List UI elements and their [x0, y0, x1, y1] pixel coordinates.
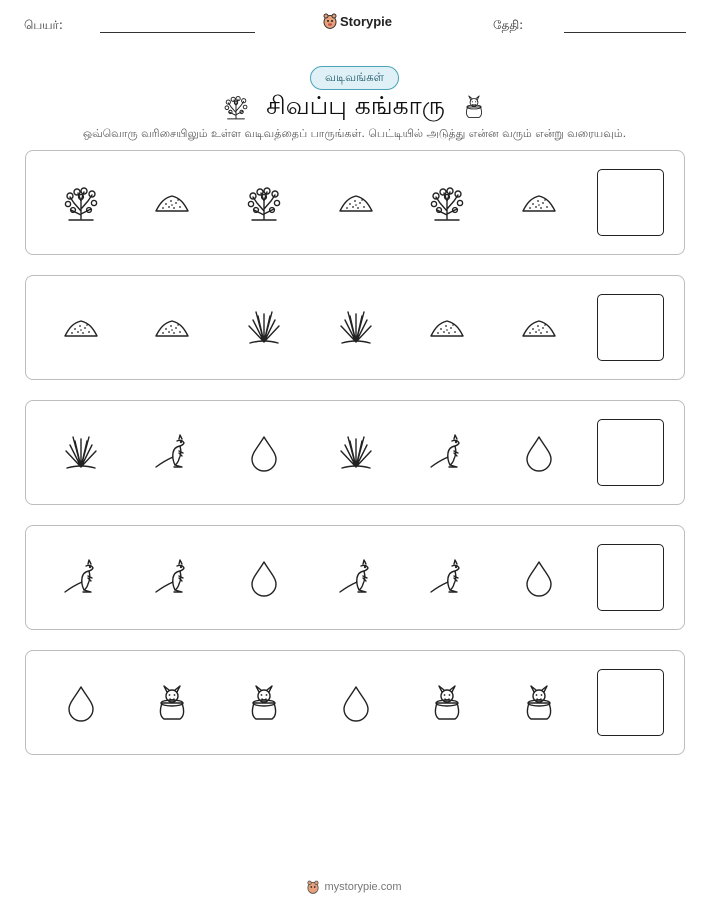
pattern-cell: [427, 558, 467, 598]
footer-url: mystorypie.com: [324, 881, 402, 893]
pattern-cell: [244, 433, 284, 473]
grass-icon: [336, 433, 376, 473]
pattern-cell: [427, 308, 467, 348]
pattern-cell: [152, 433, 192, 473]
pattern-cell: [61, 183, 101, 223]
drop-icon: [61, 683, 101, 723]
pattern-cell: [427, 183, 467, 223]
bush-icon: [244, 183, 284, 223]
pattern-cell: [244, 558, 284, 598]
drop-icon: [519, 433, 559, 473]
pattern-cell: [519, 308, 559, 348]
sand-icon: [519, 308, 559, 348]
pattern-cell: [152, 308, 192, 348]
pattern-row: [25, 525, 685, 630]
instructions: ஒவ்வொரு வரிசையிலும் உள்ள வடிவத்தைப் பாருங்கள். பெட்டியில் அடுத்து என்ன வரும் என்று வரையவும்.: [82, 127, 627, 140]
pattern-cell: [336, 558, 376, 598]
bush-icon: [427, 183, 467, 223]
brand-logo: [323, 13, 392, 29]
pattern-cell: [152, 558, 192, 598]
bush-icon: [61, 183, 101, 223]
storypie-mascot-icon: [307, 880, 319, 894]
sand-icon: [336, 183, 376, 223]
brand-name: Storypie: [340, 13, 393, 29]
grass-icon: [61, 433, 101, 473]
date-field-line[interactable]: [564, 32, 686, 33]
page-title: சிவப்பு கங்காரு: [266, 90, 445, 120]
category-tag: வடிவங்கள்: [310, 66, 399, 90]
pattern-cell: [336, 433, 376, 473]
pattern-cell: [336, 183, 376, 223]
pot-icon: [427, 683, 467, 723]
kangaroo-icon: [152, 433, 192, 473]
sand-icon: [152, 183, 192, 223]
pattern-cell: [61, 683, 101, 723]
storypie-mascot-icon: [323, 13, 337, 29]
pattern-cell: [244, 183, 284, 223]
pattern-cell: [244, 683, 284, 723]
sand-icon: [61, 308, 101, 348]
bush-icon: [222, 93, 250, 121]
footer: [0, 880, 709, 894]
grass-icon: [336, 308, 376, 348]
kangaroo-icon: [427, 558, 467, 598]
answer-box[interactable]: [597, 419, 664, 486]
drop-icon: [244, 433, 284, 473]
pattern-row: [25, 400, 685, 505]
sand-icon: [427, 308, 467, 348]
name-label: பெயர்:: [24, 18, 63, 32]
pattern-cell: [336, 683, 376, 723]
drop-icon: [519, 558, 559, 598]
drop-icon: [336, 683, 376, 723]
pattern-cell: [427, 433, 467, 473]
pattern-cell: [427, 683, 467, 723]
pattern-cell: [61, 558, 101, 598]
answer-box[interactable]: [597, 294, 664, 361]
sand-icon: [519, 183, 559, 223]
kangaroo-icon: [336, 558, 376, 598]
pattern-row: [25, 150, 685, 255]
pattern-row: [25, 275, 685, 380]
pattern-row: [25, 650, 685, 755]
answer-box[interactable]: [597, 669, 664, 736]
pot-icon: [244, 683, 284, 723]
grass-icon: [244, 308, 284, 348]
pattern-cell: [519, 683, 559, 723]
pattern-cell: [61, 433, 101, 473]
pattern-cell: [519, 433, 559, 473]
drop-icon: [244, 558, 284, 598]
kangaroo-icon: [152, 558, 192, 598]
name-field-line[interactable]: [100, 32, 255, 33]
answer-box[interactable]: [597, 544, 664, 611]
pattern-cell: [336, 308, 376, 348]
pattern-cell: [244, 308, 284, 348]
kangaroo-icon: [427, 433, 467, 473]
pattern-cell: [519, 558, 559, 598]
sand-icon: [152, 308, 192, 348]
pattern-cell: [152, 683, 192, 723]
date-label: தேதி:: [493, 18, 524, 32]
kangaroo-pot-icon: [461, 94, 487, 120]
answer-box[interactable]: [597, 169, 664, 236]
pattern-cell: [152, 183, 192, 223]
pattern-cell: [61, 308, 101, 348]
kangaroo-icon: [61, 558, 101, 598]
pattern-cell: [519, 183, 559, 223]
pot-icon: [519, 683, 559, 723]
title-row: [0, 90, 709, 124]
pot-icon: [152, 683, 192, 723]
